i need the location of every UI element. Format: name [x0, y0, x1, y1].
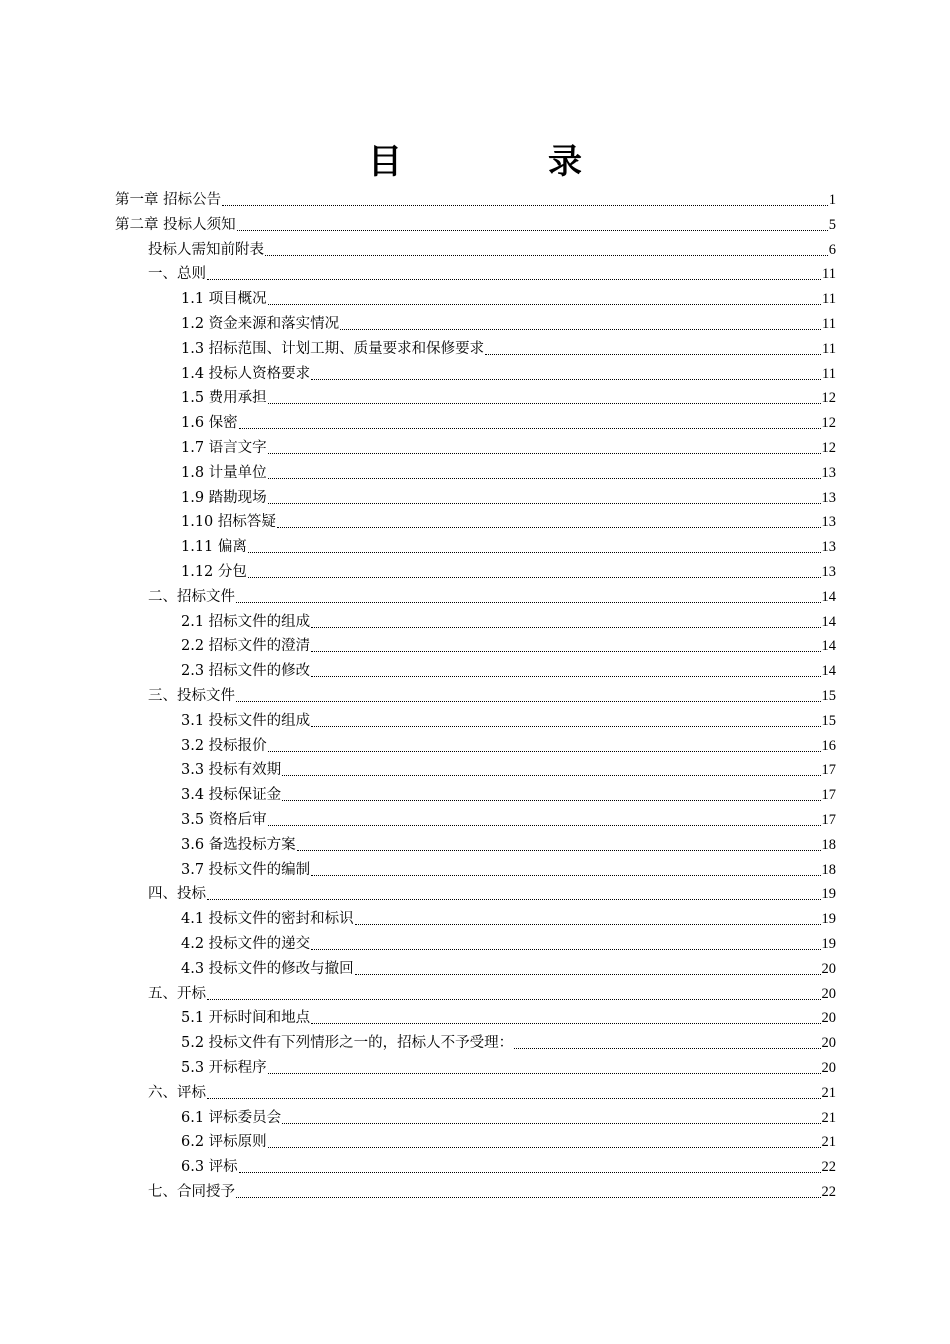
toc-entry[interactable]	[115, 186, 836, 210]
toc-entry-label: 第一章 招标公告	[115, 192, 222, 208]
toc-entry[interactable]	[181, 831, 836, 855]
toc-dot-leader	[265, 255, 828, 256]
toc-page-number: 17	[821, 812, 836, 828]
toc-entry[interactable]	[181, 756, 836, 780]
toc-entry[interactable]	[181, 1054, 836, 1078]
toc-page-number: 22	[821, 1159, 836, 1176]
toc-page-number: 17	[821, 787, 836, 804]
toc-entry[interactable]	[181, 1153, 836, 1177]
toc-entry[interactable]	[181, 409, 836, 433]
toc-dot-leader	[248, 552, 821, 553]
toc-entry-label: 1.4 投标人资格要求	[181, 365, 311, 382]
toc-dot-leader	[282, 1123, 820, 1124]
toc-dot-leader	[207, 899, 821, 900]
toc-dot-leader	[268, 403, 821, 404]
toc-entry-label: 1.9 踏勘现场	[181, 489, 267, 506]
toc-entry[interactable]	[181, 856, 836, 880]
toc-dot-leader	[277, 527, 821, 528]
toc-dot-leader	[514, 1048, 820, 1049]
toc-dot-leader	[355, 924, 821, 925]
toc-entry[interactable]	[181, 335, 836, 359]
toc-entry[interactable]	[148, 980, 836, 1004]
toc-dot-leader	[355, 974, 821, 975]
toc-entry-label: 三、投标文件	[148, 688, 235, 704]
toc-entry[interactable]	[181, 1104, 836, 1128]
toc-entry[interactable]	[181, 434, 836, 458]
toc-dot-leader	[207, 999, 821, 1000]
toc-page-number: 15	[821, 712, 836, 729]
toc-entry[interactable]	[181, 484, 836, 508]
toc-dot-leader	[311, 726, 820, 727]
toc-entry-label: 3.2 投标报价	[181, 737, 267, 754]
toc-page-number: 21	[821, 1109, 836, 1126]
toc-dot-leader	[207, 279, 821, 280]
toc-entry[interactable]	[181, 360, 836, 384]
toc-entry-label: 1.12 分包	[181, 564, 247, 580]
toc-entry[interactable]	[181, 930, 836, 954]
toc-entry[interactable]	[148, 1079, 836, 1103]
toc-entry-label: 3.1 投标文件的组成	[181, 712, 311, 729]
toc-page-number: 17	[821, 762, 836, 779]
toc-entry[interactable]	[181, 285, 836, 309]
toc-dot-leader	[268, 751, 821, 752]
toc-entry-label: 四、投标	[148, 886, 206, 903]
toc-entry-label: 2.2 招标文件的澄清	[181, 638, 311, 655]
toc-entry[interactable]	[181, 1128, 836, 1152]
toc-page-number: 18	[821, 836, 836, 853]
toc-dot-leader	[239, 1172, 821, 1173]
toc-entry-label: 六、评标	[148, 1084, 206, 1101]
toc-entry[interactable]	[181, 806, 836, 830]
toc-page-number: 12	[821, 415, 836, 432]
toc-entry[interactable]	[181, 781, 836, 805]
toc-dot-leader	[282, 775, 820, 776]
toc-entry-label: 第二章 投标人须知	[115, 216, 236, 233]
toc-entry-label: 3.6 备选投标方案	[181, 836, 296, 853]
toc-dot-leader	[268, 1073, 821, 1074]
toc-entry[interactable]	[181, 310, 836, 334]
toc-page-number: 20	[821, 1035, 836, 1052]
toc-entry-label: 二、招标文件	[148, 588, 235, 605]
toc-entry-label: 3.7 投标文件的编制	[181, 861, 311, 878]
toc-entry[interactable]	[181, 558, 836, 582]
toc-dot-leader	[268, 453, 821, 454]
toc-entry-label: 5.3 开标程序	[181, 1060, 267, 1076]
toc-page-number: 20	[821, 985, 836, 1002]
toc-page-number: 14	[821, 613, 836, 630]
toc-dot-leader	[268, 1147, 821, 1148]
toc-entry[interactable]	[148, 236, 836, 260]
toc-entry[interactable]	[148, 682, 836, 706]
toc-entry-label: 5.2 投标文件有下列情形之一的，招标人不予受理：	[181, 1035, 514, 1052]
toc-dot-leader	[311, 627, 820, 628]
toc-entry[interactable]	[181, 732, 836, 756]
toc-entry[interactable]	[181, 955, 836, 979]
toc-entry[interactable]	[181, 533, 836, 557]
toc-entry-label: 4.3 投标文件的修改与撤回	[181, 960, 354, 977]
toc-entry-label: 5.1 开标时间和地点	[181, 1010, 311, 1027]
toc-page-number: 14	[821, 638, 836, 655]
toc-page-number: 11	[822, 291, 836, 308]
toc-page-number: 13	[821, 514, 836, 531]
toc-entry[interactable]	[181, 1029, 836, 1053]
toc-dot-leader	[311, 949, 820, 950]
toc-dot-leader	[222, 205, 828, 206]
toc-entry[interactable]	[181, 608, 836, 632]
toc-page-number: 20	[821, 1010, 836, 1027]
toc-entry[interactable]	[148, 1178, 836, 1202]
toc-entry-label: 1.8 计量单位	[181, 464, 267, 481]
toc-entry-label: 1.3 招标范围、计划工期、质量要求和保修要求	[181, 340, 485, 357]
toc-entry-label: 4.1 投标文件的密封和标识	[181, 911, 354, 928]
toc-entry-label: 3.4 投标保证金	[181, 787, 282, 804]
toc-entry[interactable]	[181, 707, 836, 731]
toc-dot-leader	[311, 1023, 820, 1024]
toc-entry-label: 投标人需知前附表	[148, 241, 264, 258]
toc-dot-leader	[297, 850, 821, 851]
toc-page-number: 11	[822, 316, 836, 332]
toc-dot-leader	[311, 651, 820, 652]
toc-entry[interactable]	[181, 905, 836, 929]
toc-page-number: 15	[821, 688, 836, 704]
toc-entry-label: 一、总则	[148, 266, 206, 283]
toc-entry-label: 1.2 资金来源和落实情况	[181, 316, 340, 332]
toc-dot-leader	[236, 602, 821, 603]
toc-entry-label: 七、合同授予	[148, 1184, 235, 1200]
toc-entry[interactable]	[148, 880, 836, 904]
toc-page-number: 22	[821, 1184, 836, 1200]
toc-entry[interactable]	[181, 384, 836, 408]
toc-page-number: 13	[821, 539, 836, 556]
toc-page-number: 20	[821, 960, 836, 977]
toc-dot-leader	[237, 230, 828, 231]
toc-dot-leader	[268, 478, 821, 479]
toc-entry-label: 3.5 资格后审	[181, 812, 267, 828]
toc-entry[interactable]	[148, 260, 836, 284]
toc-entry-label: 2.1 招标文件的组成	[181, 613, 311, 630]
toc-page-number: 21	[821, 1084, 836, 1101]
toc-entry-label: 1.1 项目概况	[181, 291, 267, 308]
toc-dot-leader	[239, 428, 821, 429]
toc-page-number: 1	[828, 192, 836, 208]
toc-page-number: 11	[822, 365, 836, 382]
toc-page-number: 13	[821, 489, 836, 506]
toc-entry[interactable]	[115, 211, 836, 235]
toc-dot-leader	[311, 875, 820, 876]
toc-page-number: 21	[821, 1134, 836, 1151]
toc-dot-leader	[340, 329, 821, 330]
toc-entry-label: 6.3 评标	[181, 1159, 238, 1176]
toc-entry[interactable]	[148, 583, 836, 607]
toc-dot-leader	[311, 379, 821, 380]
toc-dot-leader	[207, 1098, 821, 1099]
toc-dot-leader	[248, 577, 821, 578]
toc-entry-label: 2.3 招标文件的修改	[181, 663, 311, 680]
toc-entry-label: 6.2 评标原则	[181, 1134, 267, 1151]
toc-dot-leader	[485, 354, 821, 355]
toc-page-number: 12	[821, 390, 836, 407]
toc-page-number: 14	[821, 588, 836, 605]
toc-entry-label: 1.10 招标答疑	[181, 514, 276, 531]
toc-entry-label: 1.7 语言文字	[181, 440, 267, 456]
toc-dot-leader	[268, 825, 821, 826]
toc-entry-label: 1.6 保密	[181, 415, 238, 432]
toc-page-number: 20	[821, 1060, 836, 1076]
toc-entry[interactable]	[181, 657, 836, 681]
toc-entry[interactable]	[181, 632, 836, 656]
toc-entry[interactable]	[181, 459, 836, 483]
toc-entry[interactable]	[181, 1004, 836, 1028]
toc-entry-label: 五、开标	[148, 985, 206, 1002]
toc-page-number: 13	[821, 464, 836, 481]
toc-page-number: 11	[822, 340, 836, 357]
toc-entry-label: 6.1 评标委员会	[181, 1109, 282, 1126]
toc-entry-label: 3.3 投标有效期	[181, 762, 282, 779]
toc-page-number: 16	[821, 737, 836, 754]
toc-page-number: 14	[821, 663, 836, 680]
toc-page-number: 12	[821, 440, 836, 456]
toc-page-number: 18	[821, 861, 836, 878]
toc-page-number: 19	[821, 936, 836, 952]
toc-dot-leader	[268, 304, 821, 305]
toc-entry[interactable]	[181, 508, 836, 532]
toc-page-number: 19	[821, 886, 836, 903]
toc-page-number: 11	[822, 266, 836, 283]
toc-entry-label: 1.11 偏离	[181, 539, 247, 556]
toc-page-number: 5	[828, 216, 836, 233]
toc-dot-leader	[311, 676, 820, 677]
toc-page-number: 19	[821, 911, 836, 928]
toc-dot-leader	[282, 800, 820, 801]
toc-dot-leader	[236, 701, 821, 702]
toc-dot-leader	[236, 1197, 821, 1198]
toc-page-number: 6	[828, 241, 836, 258]
toc-dot-leader	[268, 503, 821, 504]
toc-entry-label: 1.5 费用承担	[181, 390, 267, 407]
toc-page-number: 13	[821, 564, 836, 580]
toc-entry-label: 4.2 投标文件的递交	[181, 936, 311, 952]
toc-title: 目 录	[368, 142, 638, 182]
